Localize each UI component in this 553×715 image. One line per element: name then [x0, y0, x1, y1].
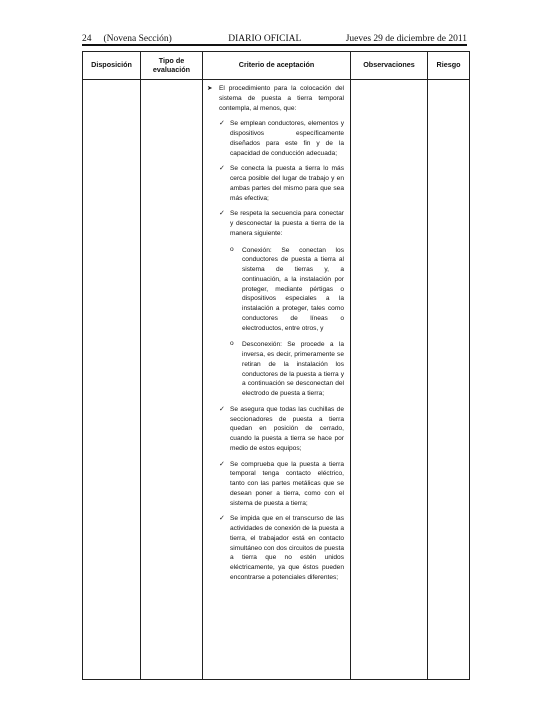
tipo-evaluacion-cell [141, 80, 203, 680]
criterio-cell [203, 80, 351, 680]
publication-date: Jueves 29 de diciembre de 2011 [345, 34, 467, 44]
column-header-riesgo: Riesgo [428, 52, 470, 80]
criterion-item-text: Se conecta la puesta a tierra lo más cerca posible del lugar de trabajo y en ambas partes del mismo para que sea más efectiva; [230, 165, 344, 202]
page-number: 24 [82, 34, 92, 44]
criterion-item-text: Se emplean conductores, elementos y dispositivos específicamente diseñados para este fin y de la capacidad de conducción adecuada; [230, 120, 344, 157]
table-header-row [83, 52, 470, 80]
criterion-item [219, 460, 344, 509]
criterion-item [219, 164, 344, 203]
riesgo-cell [428, 80, 470, 680]
column-header-criterio: Criterio de aceptación [203, 52, 351, 80]
header-left [82, 34, 184, 44]
criterion-subitem [230, 246, 344, 334]
criterion-intro-text: El procedimiento para la colocación del sistema de puesta a tierra temporal contempla, al menos, que: [219, 85, 344, 112]
section-label: (Novena Sección) [103, 34, 172, 44]
publication-title: DIARIO OFICIAL [228, 34, 302, 44]
checkmark-icon: ✓ [219, 120, 225, 128]
checkmark-icon: ✓ [219, 210, 225, 218]
criterion-item-text: Se asegura que todas las cuchillas de seccionadores de puesta a tierra quedan en posición de cerrado, cuando la puesta a tierra se hace por medio de estos equipos; [230, 405, 344, 452]
checkmark-icon: ✓ [219, 460, 225, 468]
criterion-item [219, 209, 344, 399]
header-rule [82, 44, 467, 46]
criterion-subitem-text: Desconexión: Se procede a la inversa, es decir, primeramente se retiran de la instalación los conductores de la puesta a tierra y a continuación se desconectan del electrodo de puesta a tierra; [242, 341, 344, 397]
circle-bullet-icon: o [230, 245, 234, 253]
arrow-bullet-icon: ➤ [207, 85, 213, 92]
circle-bullet-icon: o [230, 340, 234, 348]
disposicion-cell [83, 80, 141, 680]
column-header-tipo-evaluacion: Tipo de evaluación [141, 52, 203, 80]
criterion-item [219, 119, 344, 158]
criterion-subitem [230, 340, 344, 399]
criterion-item [219, 514, 344, 582]
criterion-items [207, 119, 344, 582]
criterion-intro [207, 84, 344, 113]
criterion-item [219, 405, 344, 454]
criterion-item-text: Se respeta la secuencia para conectar y desconectar la puesta a tierra de la manera siguiente: [230, 210, 344, 237]
criterion-item-text: Se impida que en el transcurso de las actividades de conexión de la puesta a tierra, el trabajador está en contacto simultáneo con dos circuitos de puesta a tierra que no estén unidos eléctricamente, ya que éstos pueden encontrarse a potenciales diferentes; [230, 515, 344, 581]
criterion-subitem-text: Conexión: Se conectan los conductores de puesta a tierra al sistema de tierras y, a continuación, a la instalación por proteger, mediante pértigas o dispositivos especiales a la instalación a proteger, tales como conductores de líneas o electroductos, entre otros, y [242, 246, 344, 332]
table-row [83, 80, 470, 680]
observaciones-cell [351, 80, 428, 680]
criteria-table [82, 51, 470, 680]
criterion-item-text: Se comprueba que la puesta a tierra temporal tenga contacto eléctrico, tanto con las partes metálicas que se desean poner a tierra, como con el sistema de puesta a tierra; [230, 460, 344, 507]
checkmark-icon: ✓ [219, 515, 225, 523]
checkmark-icon: ✓ [219, 165, 225, 173]
checkmark-icon: ✓ [219, 405, 225, 413]
column-header-observaciones: Observaciones [351, 52, 428, 80]
column-header-disposicion: Disposición [83, 52, 141, 80]
page-header [82, 30, 467, 44]
